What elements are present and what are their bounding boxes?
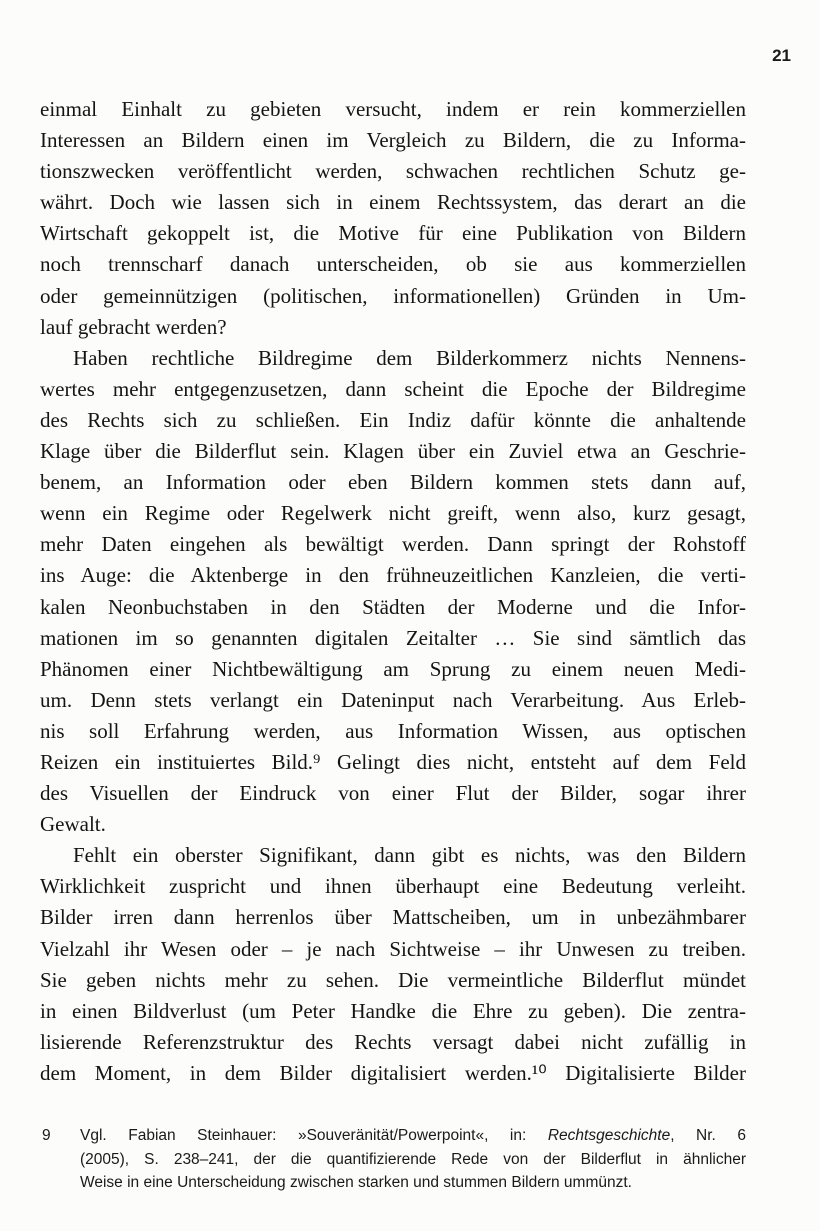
page-number: 21 bbox=[772, 46, 791, 65]
footnote bbox=[40, 1124, 746, 1195]
body-line: Bilder irren dann herrenlos über Mattscheiben, um in unbezähmbarer bbox=[40, 905, 746, 930]
body-line: dem Moment, in dem Bilder digitalisiert werden.¹⁰ Digitalisierte Bilder bbox=[40, 1060, 746, 1085]
body-line: oder gemeinnützigen (politischen, informationellen) Gründen in Um- bbox=[40, 283, 746, 308]
body-line: Gewalt. bbox=[40, 812, 106, 837]
body-line: um. Denn stets verlangt ein Dateninput nach Verarbeitung. Aus Erleb- bbox=[40, 687, 746, 712]
body-line: benem, an Information oder eben Bildern kommen stets dann auf, bbox=[40, 470, 746, 495]
paragraph bbox=[40, 94, 746, 343]
body-line: Vielzahl ihr Wesen oder – je nach Sichtweise – ihr Unwesen zu treiben. bbox=[40, 936, 746, 961]
body-line: nis soll Erfahrung werden, aus Information Wissen, aus optischen bbox=[40, 718, 746, 743]
body-line: mationen im so genannten digitalen Zeitalter … Sie sind sämtlich das bbox=[40, 625, 746, 650]
footnote-journal-title: Rechtsgeschichte bbox=[547, 1127, 671, 1144]
body-line: Sie geben nichts mehr zu sehen. Die vermeintliche Bilderflut mündet bbox=[40, 967, 746, 992]
paragraph bbox=[40, 343, 746, 841]
body-line: Klage über die Bilderflut sein. Klagen über ein Zuviel etwa an Geschrie- bbox=[40, 439, 746, 464]
body-line: wertes mehr entgegenzusetzen, dann scheint die Epoche der Bildregime bbox=[40, 376, 746, 401]
paragraph bbox=[40, 840, 746, 1089]
body-line: lisierende Referenzstruktur des Rechts versagt dabei nicht zufällig in bbox=[40, 1029, 746, 1054]
body-line: kalen Neonbuchstaben in den Städten der Moderne und die Infor- bbox=[40, 594, 746, 619]
footnote-line bbox=[80, 1124, 746, 1148]
body-line: Reizen ein instituiertes Bild.⁹ Gelingt dies nicht, entsteht auf dem Feld bbox=[40, 749, 746, 774]
body-line: Wirklichkeit zuspricht und ihnen überhaupt eine Bedeutung verleiht. bbox=[40, 874, 746, 899]
body-line: Phänomen einer Nichtbewältigung am Sprung zu einem neuen Medi- bbox=[40, 656, 746, 681]
body-line: des Visuellen der Eindruck von einer Flut der Bilder, sogar ihrer bbox=[40, 781, 746, 806]
footnote-text: Vgl. Fabian Steinhauer: »Souveränität/Powerpoint«, in: bbox=[80, 1127, 548, 1144]
body-line: lauf gebracht werden? bbox=[40, 314, 227, 339]
body-line: mehr Daten eingehen als bewältigt werden. Dann springt der Rohstoff bbox=[40, 532, 746, 557]
body-line: Haben rechtliche Bildregime dem Bilderkommerz nichts Nennens- bbox=[73, 345, 746, 370]
footnote-line: (2005), S. 238–241, der die quantifizierende Rede von der Bilderflut in ähnlicher bbox=[80, 1150, 746, 1168]
body-line: Fehlt ein oberster Signifikant, dann gibt es nichts, was den Bildern bbox=[73, 843, 746, 868]
body-line: in einen Bildverlust (um Peter Handke die Ehre zu geben). Die zentra- bbox=[40, 998, 746, 1023]
footnote-number: 9 bbox=[42, 1127, 51, 1144]
body-line: des Rechts sich zu schließen. Ein Indiz dafür könnte die anhaltende bbox=[40, 407, 746, 432]
body-line: wenn ein Regime oder Regelwerk nicht greift, wenn also, kurz gesagt, bbox=[40, 501, 746, 526]
footnote-text: , Nr. 6 bbox=[670, 1127, 746, 1144]
body-line: ins Auge: die Aktenberge in den frühneuzeitlichen Kanzleien, die verti- bbox=[40, 563, 746, 588]
body-line: noch trennscharf danach unterscheiden, ob sie aus kommerziellen bbox=[40, 252, 746, 277]
body-line: Wirtschaft gekoppelt ist, die Motive für eine Publikation von Bildern bbox=[40, 221, 746, 246]
footnote-line: Weise in eine Unterscheidung zwischen starken und stummen Bildern ummünzt. bbox=[80, 1174, 632, 1192]
body-line: Interessen an Bildern einen im Vergleich zu Bildern, die zu Informa- bbox=[40, 128, 746, 153]
body-line: tionszwecken veröffentlicht werden, schwachen rechtlichen Schutz ge- bbox=[40, 159, 746, 184]
body-line: währt. Doch wie lassen sich in einem Rechtssystem, das derart an die bbox=[40, 190, 746, 215]
body-line: einmal Einhalt zu gebieten versucht, indem er rein kommerziellen bbox=[40, 97, 746, 121]
body-text bbox=[40, 94, 746, 1089]
